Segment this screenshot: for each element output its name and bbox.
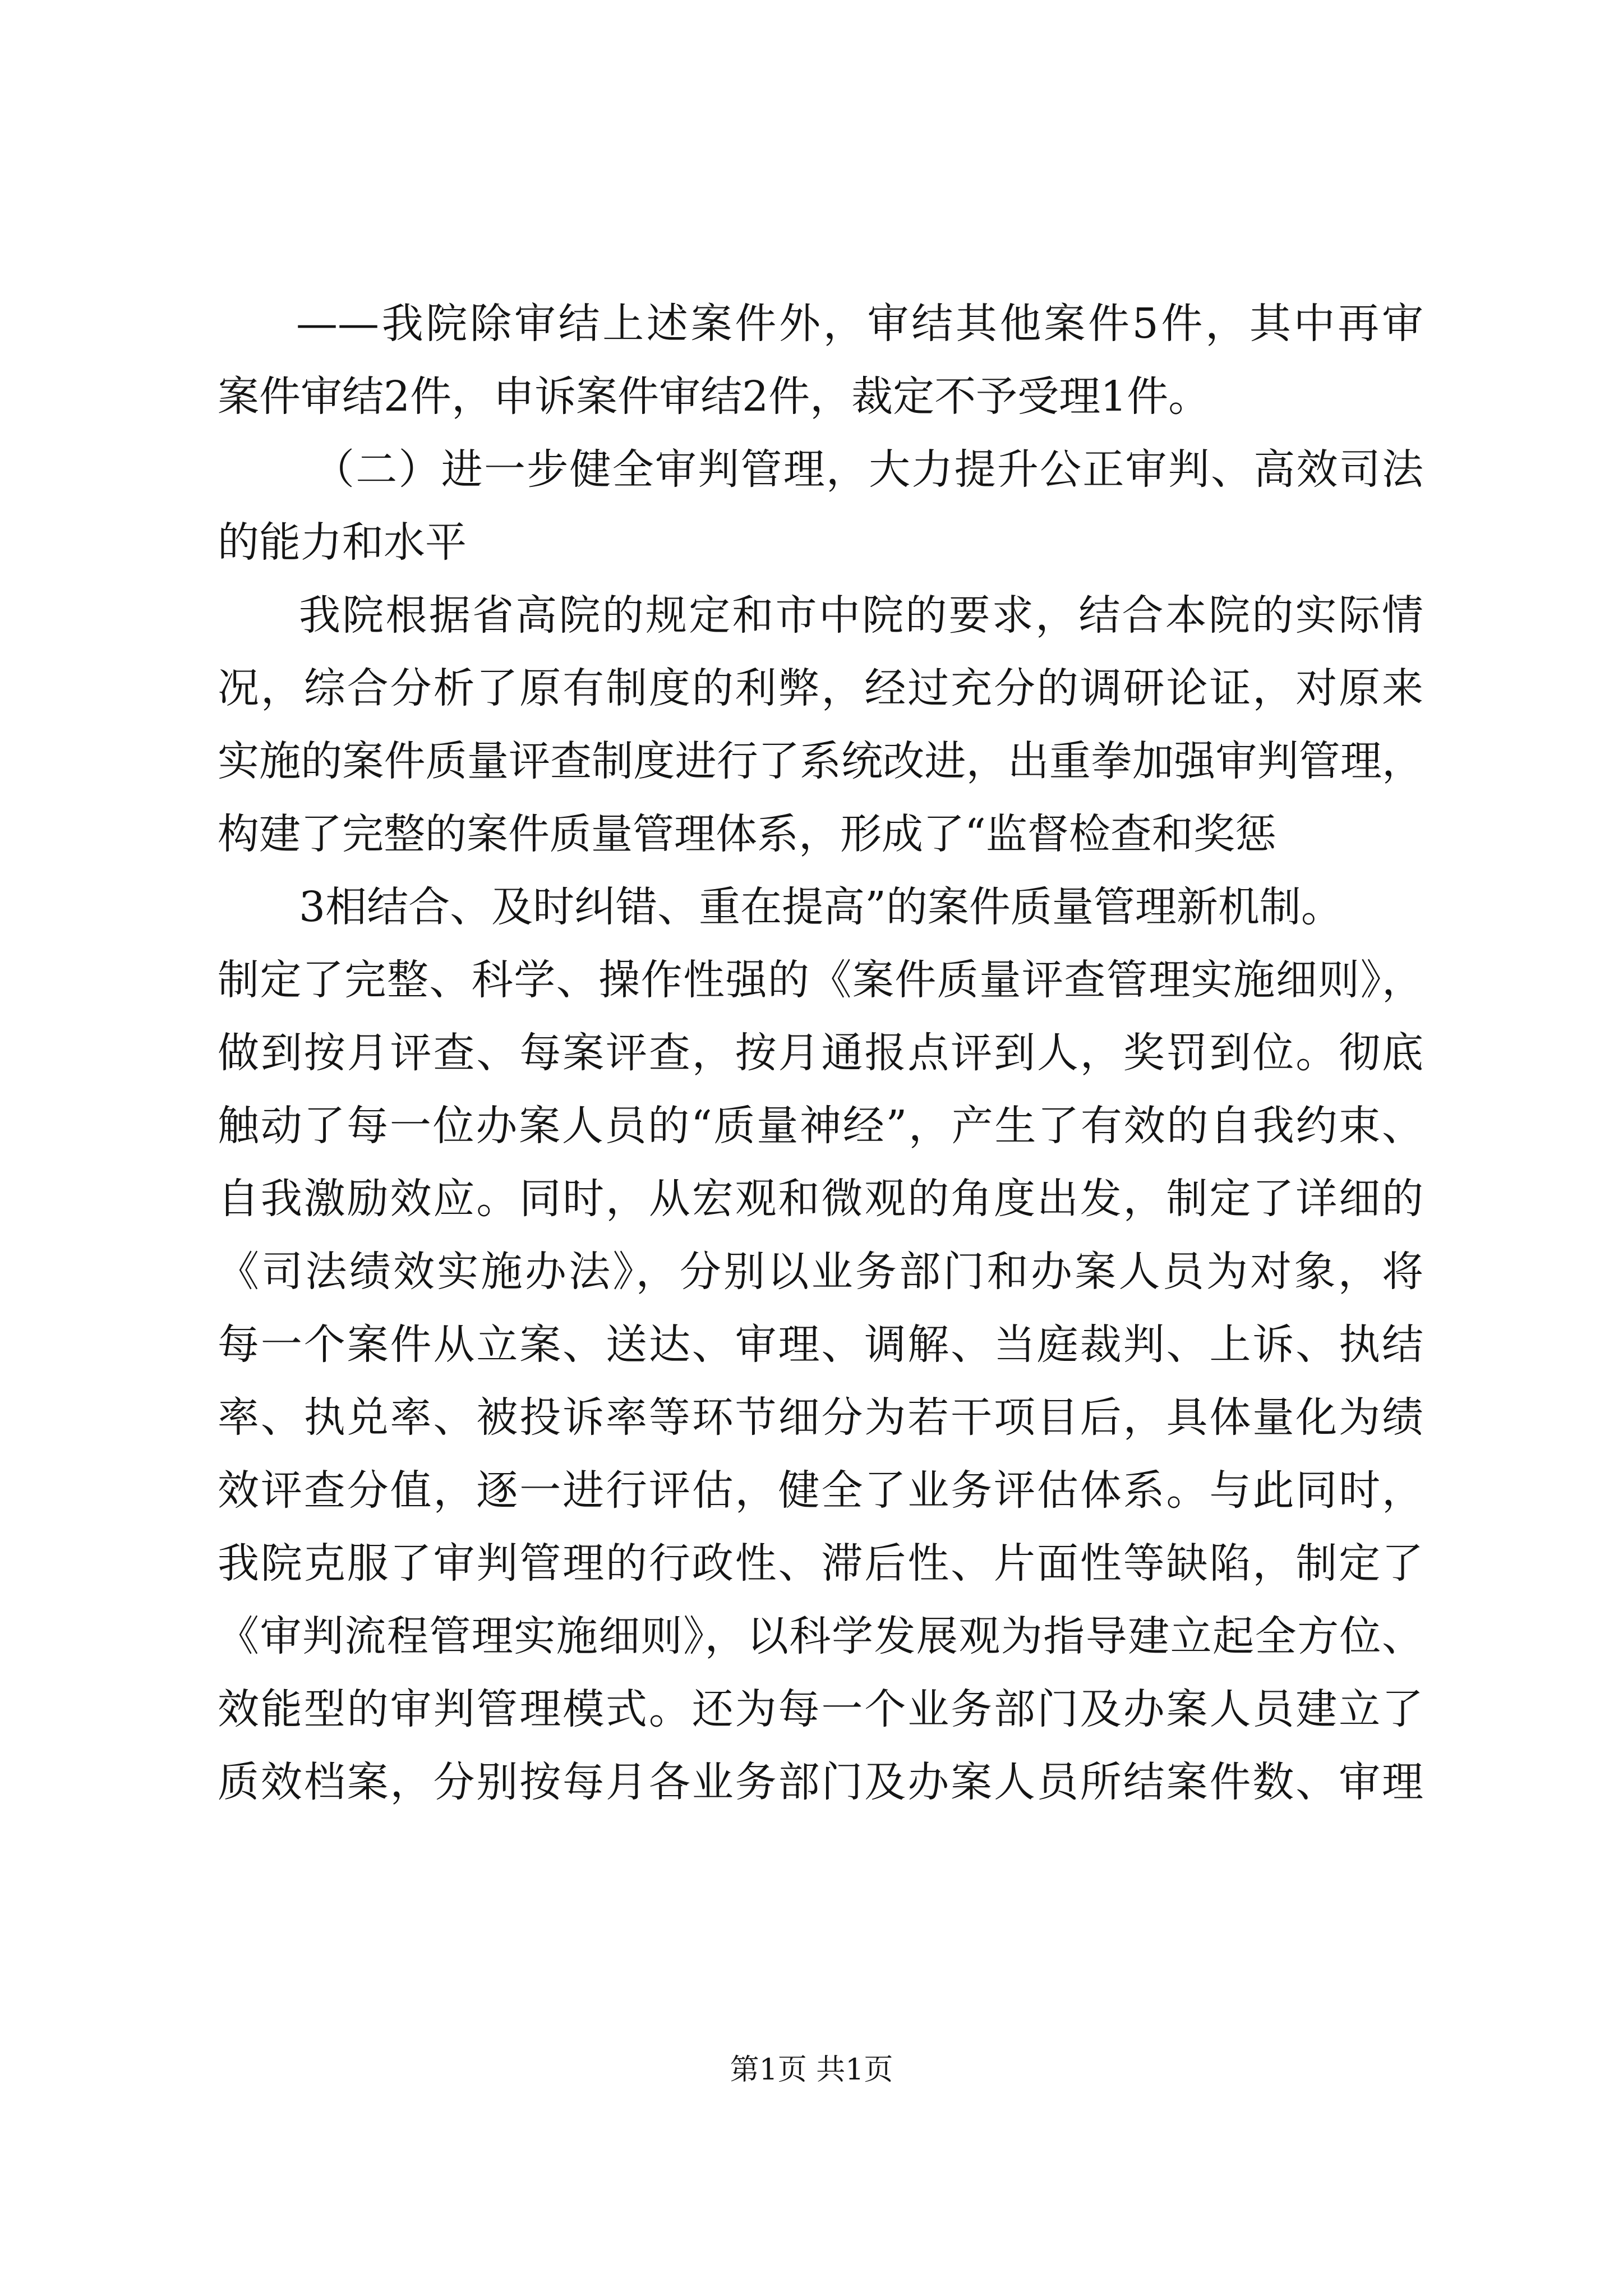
text-line: 《审判流程管理实施细则》，以科学发展观为指导建立起全方位、 — [218, 1612, 1423, 1660]
section-heading-line: 的能力和水平 — [218, 518, 467, 567]
text-line: ——我院除审结上述案件外，审结其他案件5件，其中再审 — [296, 300, 1423, 348]
text-line: 实施的案件质量评查制度进行了系统改进，出重拳加强审判管理， — [218, 737, 1423, 785]
page-number-label: 第1页 共1页 — [730, 2053, 893, 2087]
text-line: 构建了完整的案件质量管理体系，形成了“监督检查和奖惩 — [218, 810, 1276, 858]
text-line: 我院根据省高院的规定和市中院的要求，结合本院的实际情 — [299, 591, 1423, 639]
text-line: 做到按月评查、每案评查，按月通报点评到人，奖罚到位。彻底 — [218, 1029, 1423, 1077]
text-line: 3相结合、及时纠错、重在提高”的案件质量管理新机制。 — [299, 883, 1343, 931]
document-body — [218, 287, 1423, 1819]
text-line: 《司法绩效实施办法》，分别以业务部门和办案人员为对象，将 — [218, 1248, 1423, 1296]
text-line: 每一个案件从立案、送达、审理、调解、当庭裁判、上诉、执结 — [218, 1320, 1423, 1369]
text-line: 我院克服了审判管理的行政性、滞后性、片面性等缺陷，制定了 — [218, 1539, 1423, 1588]
text-line: 自我激励效应。同时，从宏观和微观的角度出发，制定了详细的 — [218, 1175, 1423, 1223]
text-line: 制定了完整、科学、操作性强的《案件质量评查管理实施细则》， — [218, 956, 1423, 1004]
text-line: 触动了每一位办案人员的“质量神经”，产生了有效的自我约束、 — [218, 1102, 1423, 1150]
text-line: 率、执兑率、被投诉率等环节细分为若干项目后，具体量化为绩 — [218, 1393, 1423, 1442]
text-line: 效评查分值，逐一进行评估，健全了业务评估体系。与此同时， — [218, 1466, 1423, 1515]
text-line: 况，综合分析了原有制度的利弊，经过充分的调研论证，对原来 — [218, 664, 1423, 712]
page-footer — [0, 2050, 1623, 2090]
text-line: 案件审结2件，申诉案件审结2件，裁定不予受理1件。 — [218, 372, 1210, 421]
text-line: 效能型的审判管理模式。还为每一个业务部门及办案人员建立了 — [218, 1685, 1423, 1733]
section-heading-line: （二）进一步健全审判管理，大力提升公正审判、高效司法 — [313, 445, 1423, 494]
text-line: 质效档案，分别按每月各业务部门及办案人员所结案件数、审理 — [218, 1758, 1423, 1806]
